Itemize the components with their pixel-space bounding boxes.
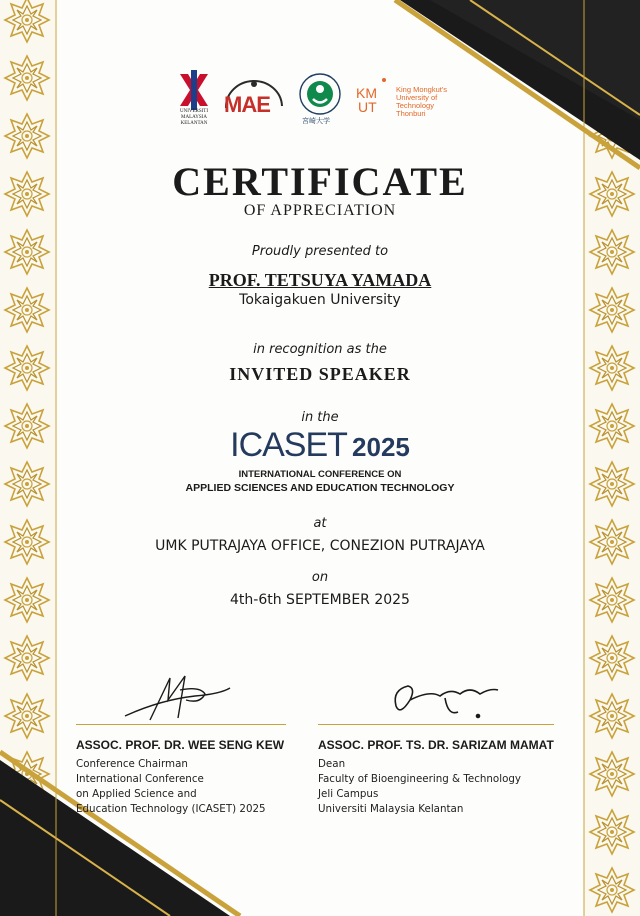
- umk-line: UNIVERSITI: [179, 109, 209, 114]
- kmutt-line: King Mongkut's: [396, 85, 448, 94]
- recipient-name-text: PROF. TETSUYA YAMADA: [208, 270, 432, 290]
- event-name-line2: APPLIED SCIENCES AND EDUCATION TECHNOLOGY: [185, 482, 455, 494]
- svg-text:UT: UT: [358, 99, 377, 114]
- certificate-title: CERTIFICATE: [172, 159, 468, 204]
- signature-right-icon: [395, 686, 498, 718]
- signatory-title-line: Faculty of Bioengineering & Technology: [318, 773, 522, 785]
- signatory-title-line: Dean: [318, 758, 346, 770]
- umk-line: KELANTAN: [180, 121, 208, 126]
- signatory-title-line: Conference Chairman: [76, 758, 188, 770]
- kmutt-line: Technology: [396, 101, 434, 110]
- recognition-text: in recognition as the: [253, 342, 387, 357]
- event-acronym: ICASET: [230, 426, 347, 464]
- dates-text: 4th-6th SEPTEMBER 2025: [230, 592, 410, 608]
- signature-line-right: [318, 724, 554, 725]
- presented-to-text: Proudly presented to: [251, 244, 389, 259]
- role-text: INVITED SPEAKER: [229, 364, 411, 384]
- signatory-title-line: Jeli Campus: [318, 788, 379, 800]
- event-year: 2025: [352, 432, 410, 462]
- miyazaki-jp-text: 宮崎大学: [302, 117, 330, 125]
- in-the-text: in the: [301, 410, 339, 425]
- signatory-right-title: [318, 757, 521, 817]
- signatory-title-line: on Applied Science and: [76, 788, 197, 800]
- event-name-line1: INTERNATIONAL CONFERENCE ON: [238, 469, 402, 480]
- signature-left-icon: [125, 676, 230, 720]
- signatory-left-name: ASSOC. PROF. DR. WEE SENG KEW: [76, 738, 285, 752]
- umk-line: MALAYSIA: [181, 115, 207, 120]
- venue-text: UMK PUTRAJAYA OFFICE, CONEZION PUTRAJAYA: [155, 538, 485, 554]
- signatory-left-title: [76, 757, 266, 817]
- mae-wordmark: MAE: [224, 92, 270, 117]
- certificate-subtitle: OF APPRECIATION: [243, 202, 397, 219]
- signatory-title-line: International Conference: [76, 773, 204, 785]
- signatory-right-name: ASSOC. PROF. TS. DR. SARIZAM MAMAT: [318, 738, 554, 752]
- svg-text:KM: KM: [356, 85, 377, 101]
- on-text: on: [311, 570, 329, 585]
- signature-line-left: [76, 724, 286, 725]
- kmutt-line: Thonburi: [396, 109, 426, 118]
- kmutt-line: University of: [396, 93, 438, 102]
- signatory-title-line: Education Technology (ICASET) 2025: [76, 803, 266, 815]
- at-text: at: [313, 516, 327, 531]
- recipient-affiliation: Tokaigakuen University: [239, 292, 401, 308]
- signatory-title-line: Universiti Malaysia Kelantan: [318, 803, 464, 815]
